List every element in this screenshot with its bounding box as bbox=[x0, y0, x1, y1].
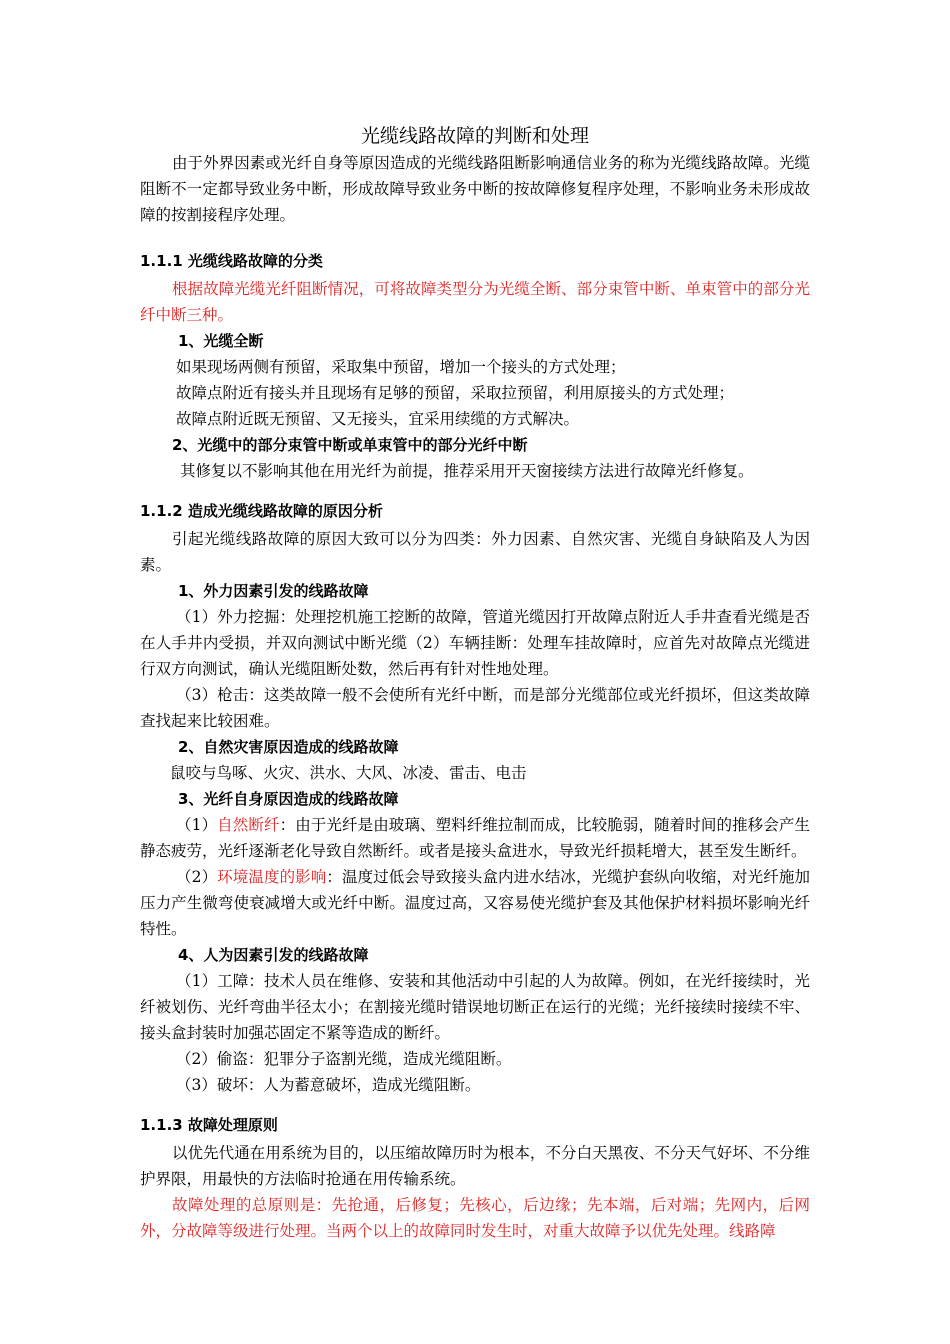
document-body bbox=[140, 150, 810, 1244]
human-factor-para-1: （1）工障：技术人员在维修、安装和其他活动中引起的人为故障。例如，在光纤接续时，光纤被划伤、光纤弯曲半径太小；在割接光缆时错误地切断正在运行的光缆；光纤接续时接续不牢、接头盒封装时加强芯固定不紧等造成的断纤。 bbox=[140, 972, 810, 1042]
classification-red-paragraph: 根据故障光缆光纤阻断情况，可将故障类型分为光缆全断、部分束管中断、单束管中的部分光纤中断三种。 bbox=[140, 280, 810, 324]
fiber-self-para-1 bbox=[140, 812, 810, 864]
natural-disaster-heading: 2、自然灾害原因造成的线路故障 bbox=[178, 738, 399, 756]
principle-red-paragraph: 故障处理的总原则是：先抢通，后修复；先核心，后边缘；先本端，后对端；先网内，后网外，分故障等级进行处理。当两个以上的故障同时发生时，对重大故障予以优先处理。线路障 bbox=[140, 1196, 810, 1240]
fiber-self-para-2 bbox=[140, 864, 810, 942]
section-heading-1-1-3: 1.1.3 故障处理原则 bbox=[140, 1116, 278, 1134]
partial-break-text: 其修复以不影响其他在用光纤为前提，推荐采用开天窗接续方法进行故障光纤修复。 bbox=[180, 462, 754, 480]
fiber-self-para-1-prefix: （1） bbox=[176, 816, 218, 834]
fiber-self-para-2-rest: ：温度过低会导致接头盒内进水结冰，光缆护套纵向收缩，对光纤施加压力产生微弯使衰减增大或光纤中断。温度过高，又容易使光缆护套及其他保护材料损坏影响光纤特性。 bbox=[140, 868, 810, 938]
item-heading-partial-break: 2、光缆中的部分束管中断或单束管中的部分光纤中断 bbox=[172, 436, 528, 454]
fiber-self-para-1-rest: ：由于光纤是由玻璃、塑料纤维拉制而成，比较脆弱，随着时间的推移会产生静态疲劳，光纤逐渐老化导致自然断纤。或者是接头盒进水，导致光纤损耗增大，甚至发生断纤。 bbox=[140, 816, 810, 860]
human-factor-heading: 4、人为因素引发的线路故障 bbox=[178, 946, 369, 964]
fiber-self-para-2-prefix: （2） bbox=[176, 868, 218, 886]
intro-paragraph: 由于外界因素或光纤自身等原因造成的光缆线路阻断影响通信业务的称为光缆线路故障。光缆阻断不一定都导致业务中断，形成故障导致业务中断的按故障修复程序处理，不影响业务未形成故障的按割接程序处理。 bbox=[140, 154, 810, 224]
section-heading-1-1-2: 1.1.2 造成光缆线路故障的原因分析 bbox=[140, 502, 383, 520]
external-factor-para-2: （3）枪击：这类故障一般不会使所有光纤中断，而是部分光缆部位或光纤损坏，但这类故障查找起来比较困难。 bbox=[140, 686, 810, 730]
principle-paragraph: 以优先代通在用系统为目的，以压缩故障历时为根本，不分白天黑夜、不分天气好坏、不分维护界限，用最快的方法临时抢通在用传输系统。 bbox=[140, 1144, 810, 1188]
fiber-self-heading: 3、光纤自身原因造成的线路故障 bbox=[178, 790, 399, 808]
natural-break-red-term: 自然断纤 bbox=[217, 816, 280, 834]
natural-disaster-text: 鼠咬与鸟啄、火灾、洪水、大风、冰凌、雷击、电击 bbox=[170, 764, 527, 782]
human-factor-para-2: （2）偷盗：犯罪分子盗割光缆，造成光缆阻断。 bbox=[176, 1050, 512, 1068]
section-heading-1-1-1: 1.1.1 光缆线路故障的分类 bbox=[140, 252, 323, 270]
human-factor-para-3: （3）破坏：人为蓄意破坏，造成光缆阻断。 bbox=[176, 1076, 481, 1094]
page-title: 光缆线路故障的判断和处理 bbox=[360, 125, 589, 147]
cause-intro-paragraph: 引起光缆线路故障的原因大致可以分为四类：外力因素、自然灾害、光缆自身缺陷及人为因素。 bbox=[140, 530, 810, 574]
full-break-line-1: 如果现场两侧有预留，采取集中预留，增加一个接头的方式处理； bbox=[176, 358, 626, 376]
temperature-red-term: 环境温度的影响 bbox=[217, 868, 327, 886]
item-heading-full-break: 1、光缆全断 bbox=[178, 332, 264, 350]
external-factor-para-1: （1）外力挖掘：处理挖机施工挖断的故障，管道光缆因打开故障点附近人手井查看光缆是否在人手井内受损，并双向测试中断光缆（2）车辆挂断：处理车挂故障时，应首先对故障点光缆进行双方向测试，确认光缆阻断处数，然后再有针对性地处理。 bbox=[140, 608, 810, 678]
full-break-line-3: 故障点附近既无预留、又无接头，宜采用续缆的方式解决。 bbox=[176, 410, 580, 428]
full-break-line-2: 故障点附近有接头并且现场有足够的预留，采取拉预留，利用原接头的方式处理； bbox=[176, 384, 735, 402]
external-factor-heading: 1、外力因素引发的线路故障 bbox=[178, 582, 369, 600]
